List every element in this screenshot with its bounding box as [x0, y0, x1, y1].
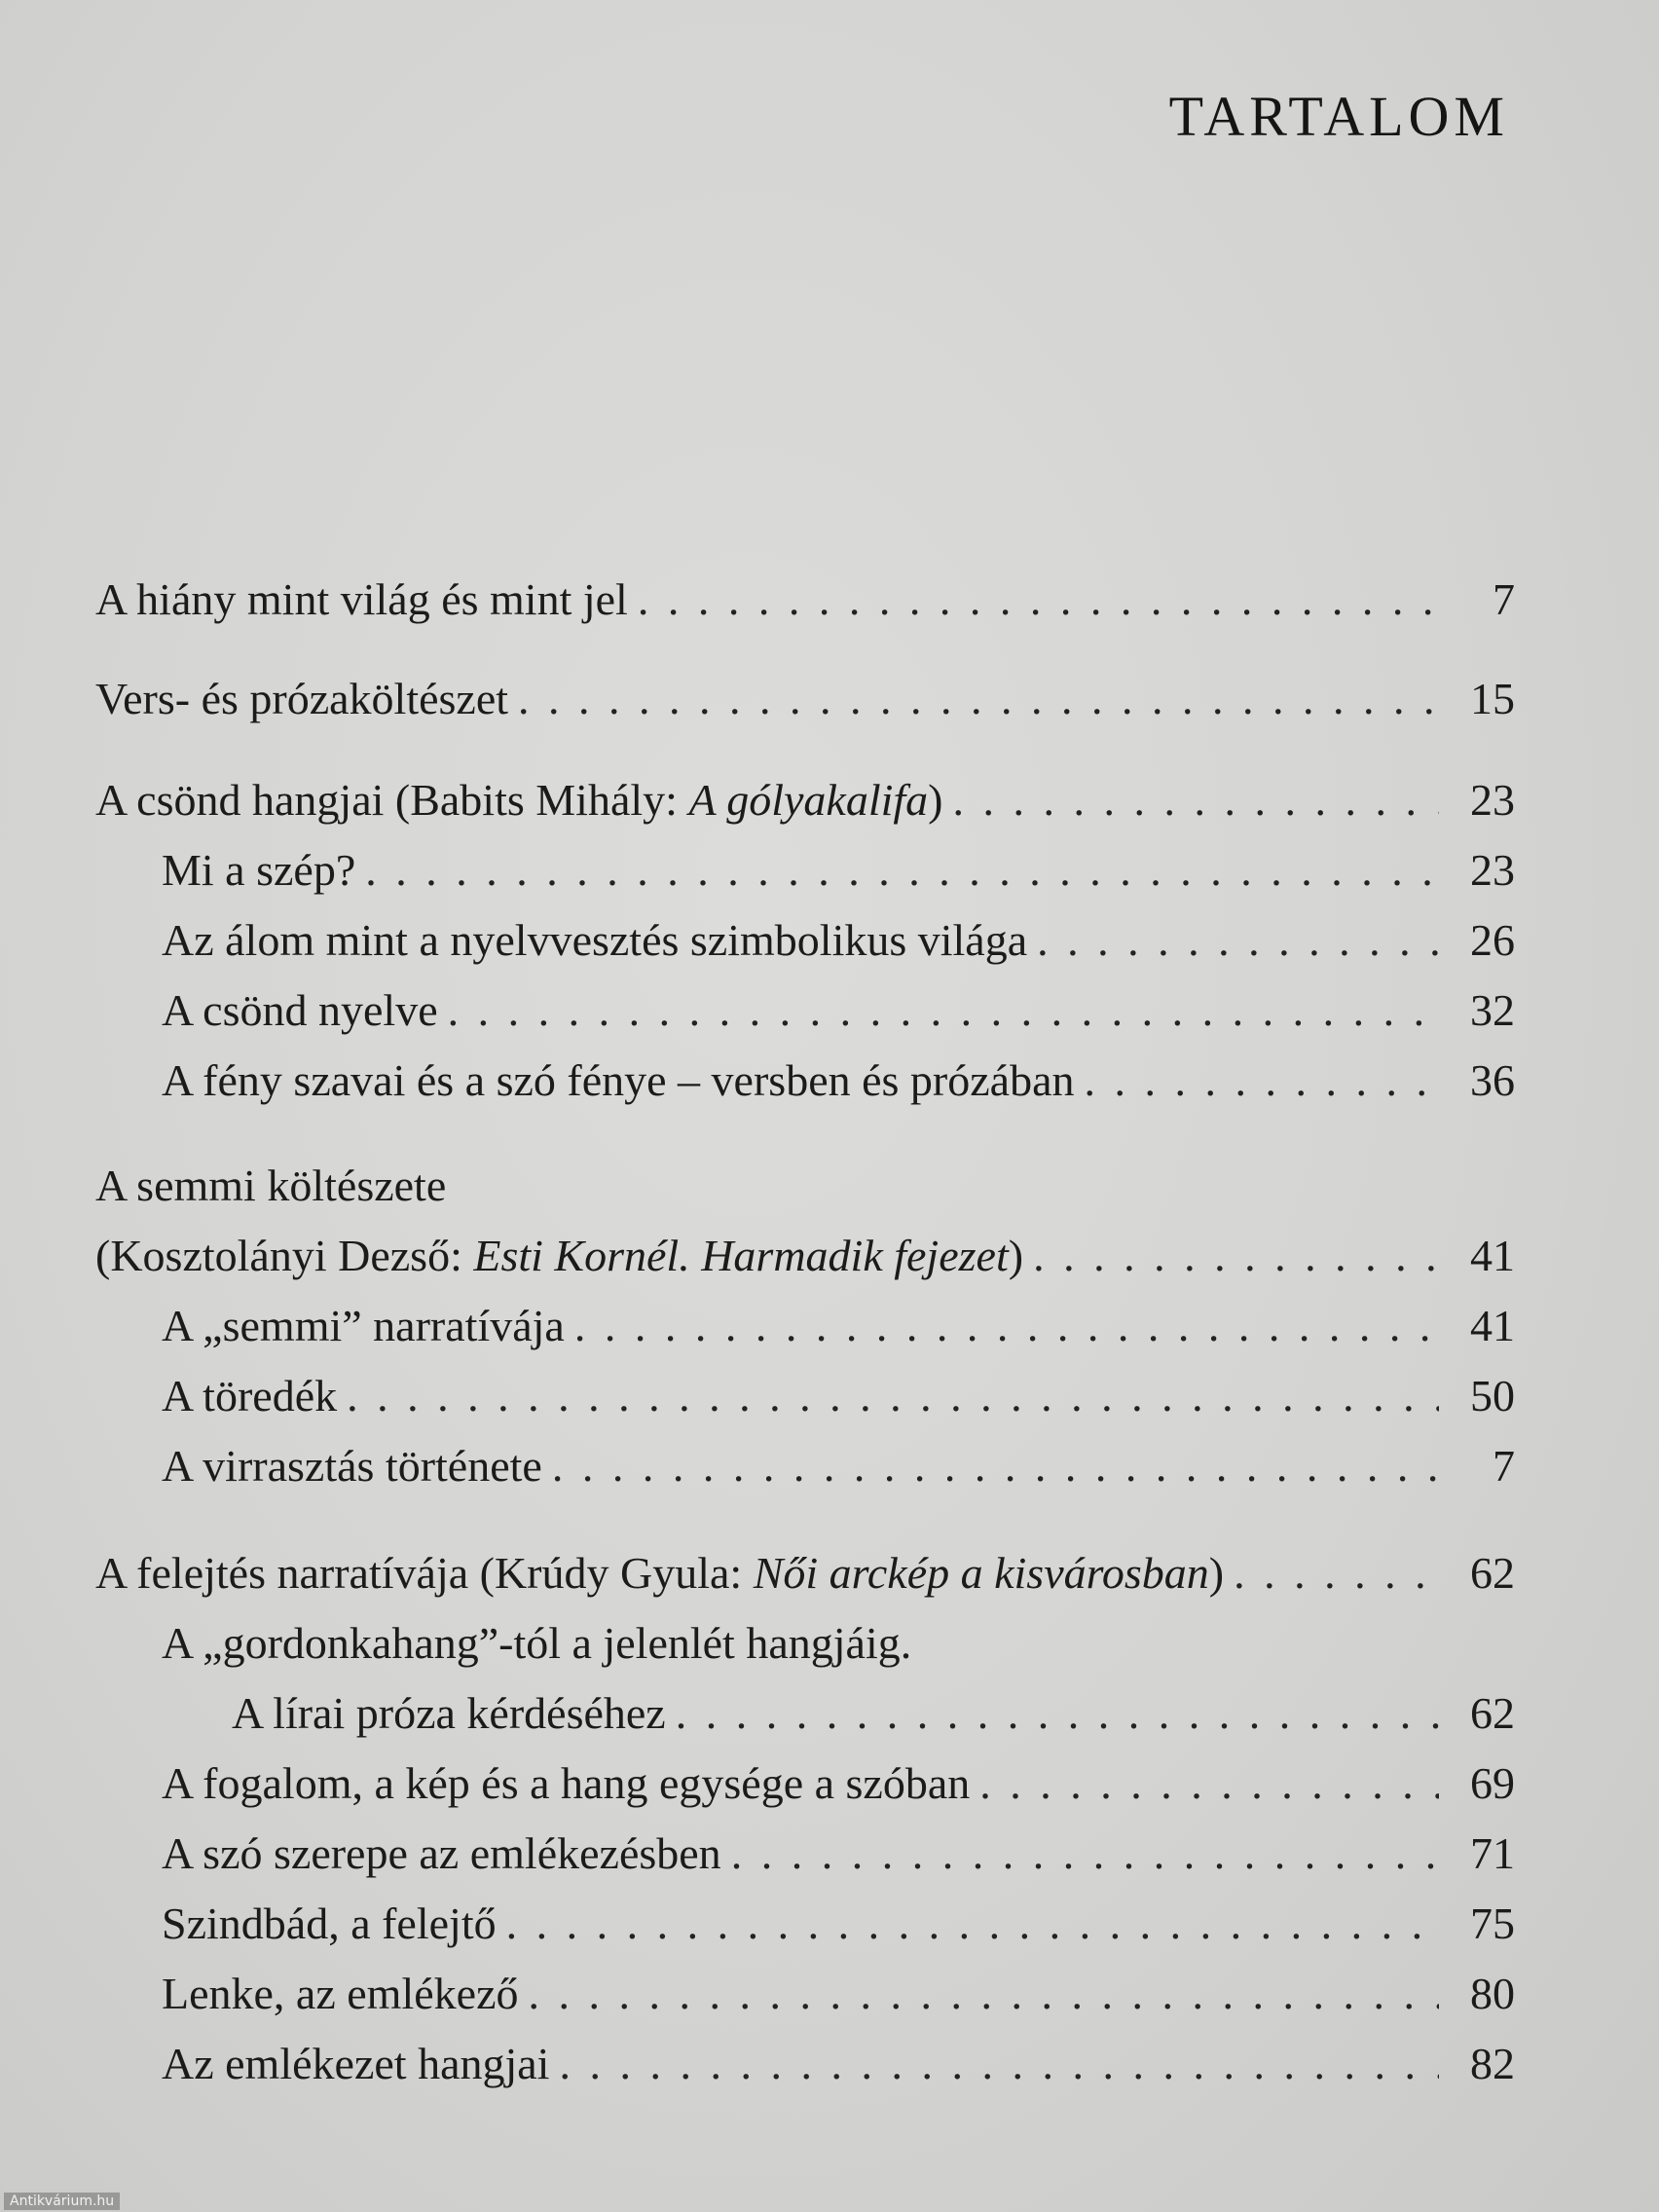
toc-subentry-continuation	[232, 1678, 1515, 1741]
work-title: Női arckép a kisvárosban	[753, 1548, 1209, 1598]
dot-leader	[365, 843, 1439, 898]
toc-subentry	[162, 1291, 1515, 1353]
toc-entry-label: A szó szerepe az emlékezésben	[162, 1828, 721, 1878]
toc-entry-page: 71	[1470, 1828, 1515, 1878]
toc-entry-label: A csönd nyelve	[162, 985, 438, 1035]
toc-entry	[95, 765, 1515, 828]
toc-entry-page: 23	[1470, 775, 1515, 825]
toc-entry-label: Az álom mint a nyelvvesztés szimbolikus világa	[162, 915, 1028, 965]
dot-leader	[1037, 913, 1439, 968]
toc-entry-label: Az emlékezet hangjai	[162, 2039, 550, 2088]
dot-leader	[559, 2037, 1439, 2091]
toc-entry-label: Szindbád, a felejtő	[162, 1899, 497, 1948]
toc-subentry	[162, 1959, 1515, 2021]
toc-entry-label	[95, 773, 943, 828]
dot-leader	[1033, 1229, 1439, 1283]
toc-entry-page: 50	[1470, 1371, 1515, 1420]
toc-entry-page: 7	[1493, 1441, 1515, 1491]
toc-entry-label: A „semmi” narratívája	[162, 1301, 565, 1350]
toc-entry-label: A virrasztás története	[162, 1441, 542, 1491]
toc-entry	[95, 664, 1515, 726]
label-tail: )	[928, 775, 943, 825]
toc-entry-page: 62	[1470, 1688, 1515, 1738]
toc-subentry	[162, 905, 1515, 968]
toc-entry-page: 82	[1470, 2039, 1515, 2088]
toc-subentry	[162, 2029, 1515, 2091]
toc-entry-page: 32	[1470, 985, 1515, 1035]
toc-entry-page: 62	[1470, 1548, 1515, 1598]
toc-subentry	[162, 1819, 1515, 1881]
work-title: A gólyakalifa	[688, 775, 929, 825]
dot-leader	[574, 1299, 1439, 1353]
watermark: Antikvárium.hu	[4, 2193, 120, 2210]
toc-entry-label: A lírai próza kérdéséhez	[232, 1688, 666, 1738]
toc-entry-label	[95, 1229, 1023, 1283]
dot-leader	[506, 1897, 1439, 1951]
dot-leader	[731, 1826, 1439, 1881]
dot-leader	[1234, 1546, 1439, 1601]
toc-subentry	[162, 1431, 1515, 1493]
dot-leader	[979, 1756, 1439, 1811]
dot-leader	[518, 672, 1439, 726]
toc-subentry	[162, 1889, 1515, 1951]
label-text: A felejtés narratívája (Krúdy Gyula:	[95, 1548, 754, 1598]
dot-leader	[529, 1967, 1440, 2021]
toc-subentry	[162, 976, 1515, 1038]
dot-leader	[953, 773, 1440, 828]
toc-entry-page: 80	[1470, 1969, 1515, 2018]
label-tail: )	[1208, 1548, 1225, 1598]
toc-entry-label: A töredék	[162, 1371, 338, 1420]
dot-leader	[552, 1439, 1439, 1493]
toc-entry-page: 69	[1470, 1758, 1515, 1808]
toc-subentry	[162, 1046, 1515, 1108]
toc-entry	[95, 565, 1515, 627]
dot-leader	[1085, 1053, 1440, 1108]
toc-entry-label: A „gordonkahang”-tól a jelenlét hangjáig.	[162, 1618, 912, 1668]
toc-entry-label: Lenke, az emlékező	[162, 1969, 519, 2018]
toc-subentry	[162, 1608, 1515, 1671]
toc-subentry	[162, 1749, 1515, 1811]
toc-entry	[95, 1151, 1515, 1213]
label-text: A csönd hangjai (Babits Mihály:	[95, 775, 689, 825]
toc-entry-label: A semmi költészete	[95, 1161, 447, 1210]
dot-leader	[638, 572, 1439, 627]
page-title: TARTALOM	[1168, 85, 1509, 148]
toc-entry-page: 23	[1470, 845, 1515, 895]
toc-entry-page: 15	[1470, 674, 1515, 723]
dot-leader	[347, 1369, 1439, 1423]
dot-leader	[676, 1686, 1439, 1741]
label-text: (Kosztolányi Dezső:	[95, 1231, 474, 1280]
toc-entry-label: Mi a szép?	[162, 845, 356, 895]
toc-entry-page: 41	[1470, 1231, 1515, 1280]
toc-entry-continuation	[95, 1221, 1515, 1283]
work-title: Esti Kornél. Harmadik fejezet	[473, 1231, 1009, 1280]
toc-entry-page: 36	[1470, 1055, 1515, 1105]
toc-entry-page: 41	[1470, 1301, 1515, 1350]
toc-entry-label	[95, 1546, 1224, 1601]
toc-subentry	[162, 1361, 1515, 1423]
toc-entry-page: 26	[1470, 915, 1515, 965]
toc-entry-page: 7	[1493, 574, 1515, 624]
toc-subentry	[162, 835, 1515, 898]
dot-leader	[448, 983, 1439, 1038]
toc-entry-label: A hiány mint világ és mint jel	[95, 574, 628, 624]
label-tail: )	[1008, 1231, 1024, 1280]
toc-entry-label: A fény szavai és a szó fénye – versben és prózában	[162, 1055, 1075, 1105]
toc-entry-page: 75	[1470, 1899, 1515, 1948]
toc-entry	[95, 1538, 1515, 1601]
toc-entry-label: Vers- és prózaköltészet	[95, 674, 509, 723]
toc-entry-label: A fogalom, a kép és a hang egysége a szóban	[162, 1758, 971, 1808]
